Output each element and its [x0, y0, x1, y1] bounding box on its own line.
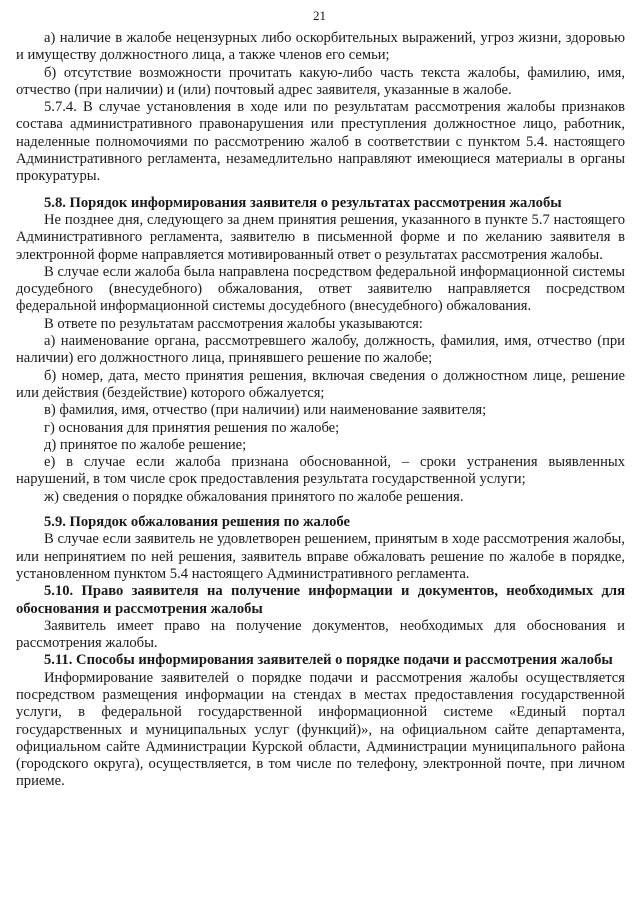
section-5-11-heading: 5.11. Способы информирования заявителей о порядке подачи и рассмотрения жалобы	[44, 652, 613, 669]
list-item-g: г) основания для принятия решения по жалобе;	[44, 419, 340, 436]
list-item-b: б) номер, дата, место принятия решения, включая сведения о должностном лице, решение или действия (бездействие) которого обжалуется;	[16, 367, 625, 401]
item-a-obscene-content: а) наличие в жалобе нецензурных либо оскорбительных выражений, угроз жизни, здоровью и имуществу должностного лица, а также членов его семьи;	[16, 30, 625, 64]
section-5-10-heading: 5.10. Право заявителя на получение информации и документов, необходимых для обоснования и рассмотрения жалобы	[16, 583, 625, 617]
section-5-8-para-3: В ответе по результатам рассмотрения жалобы указываются:	[44, 315, 423, 332]
section-5-8-para-1: Не позднее дня, следующего за днем принятия решения, указанного в пункте 5.7 настоящего Административного регламента, заявителю в письменной форме и по желанию заявителя в электронной форме направляется мотивированный ответ о результатах рассмотрения жалобы.	[16, 211, 625, 263]
section-5-10-para: Заявитель имеет право на получение документов, необходимых для обоснования и рассмотрения жалобы.	[16, 617, 625, 652]
section-5-8-para-2: В случае если жалоба была направлена посредством федеральной информационной системы досудебного (внесудебного) обжалования, ответ заявителю направляется посредством федеральной информационной системы досудебного (внесудебного) обжалования.	[16, 263, 625, 315]
list-item-d: д) принятое по жалобе решение;	[44, 436, 247, 453]
list-item-zh: ж) сведения о порядке обжалования принятого по жалобе решения.	[44, 488, 464, 505]
section-5-9-para: В случае если заявитель не удовлетворен решением, принятым в ходе рассмотрения жалобы, или непринятием по ней решения, заявитель вправе обжаловать решение по жалобе в порядке, установленном пунктом 5.4 настоящего Административного регламента.	[16, 531, 625, 582]
section-5-9-heading: 5.9. Порядок обжалования решения по жалобе	[44, 514, 351, 531]
list-item-e: е) в случае если жалоба признана обоснованной, – сроки устранения выявленных нарушений, в том числе срок предоставления результата государственной услуги;	[16, 454, 625, 488]
list-item-v: в) фамилия, имя, отчество (при наличии) или наименование заявителя;	[44, 402, 487, 419]
list-item-a: а) наименование органа, рассмотревшего жалобу, должность, фамилия, имя, отчество (при наличии) его должностного лица, принявшего решение по жалобе;	[16, 333, 625, 367]
page-number: 21	[313, 8, 326, 23]
item-b-unreadable-text: б) отсутствие возможности прочитать какую-либо часть текста жалобы, фамилию, имя, отчество (при наличии) и (или) почтовый адрес заявителя, указанные в жалобе.	[16, 64, 625, 98]
section-5-11-para: Информирование заявителей о порядке подачи и рассмотрения жалобы осуществляется посредством размещения информации на стендах в местах предоставления государственной услуги, в федеральной государственной информационной системе «Единый портал государственных и муниципальных услуг (функций)», на официальном сайте департамента, официальном сайте Администрации Курской области, Администрации муниципального района (городского округа), осуществляется, в том числе по телефону, электронной почте, при личном приеме.	[16, 669, 625, 790]
document-body	[16, 30, 625, 791]
section-5-8-heading: 5.8. Порядок информирования заявителя о результатах рассмотрения жалобы	[44, 194, 562, 211]
clause-5-7-4: 5.7.4. В случае установления в ходе или по результатам рассмотрения жалобы признаков состава административного правонарушения или преступления должностное лицо, работник, наделенные полномочиями по рассмотрению жалоб в соответствии с пунктом 5.4. настоящего Административного регламента, незамедлительно направляют имеющиеся материалы в органы прокуратуры.	[16, 99, 625, 185]
